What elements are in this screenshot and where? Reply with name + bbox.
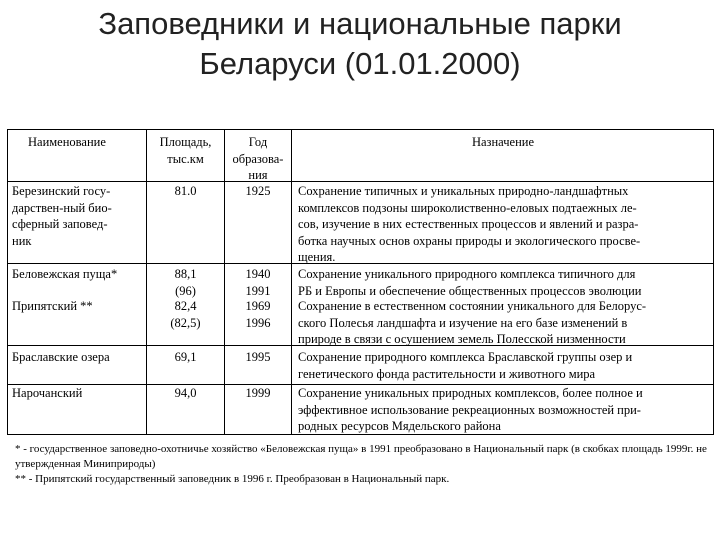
row-5-area: 94,0 [174, 386, 197, 400]
title-line-1: Заповедники и национальные парки [98, 6, 622, 41]
header-year: Год образова- ния [232, 135, 284, 183]
row-2-area: 88,1 (96) [174, 267, 197, 298]
row-3-purpose: Сохранение в естественном состоянии уникального для Белорус- ского Полесья ландшафта и изучение на его базе изменений в природе в связи с осушением земель Полесской низменности [298, 299, 647, 347]
slide-title [0, 4, 720, 84]
row-1-purpose: Сохранение типичных и уникальных природно-ландшафтных комплексов подзоны широколиственно-еловых подтаежных ле- сов, изучение в них естественных процессов и явлений и разра- ботка научных основ охраны природы и экологического просве- щения. [298, 184, 641, 265]
header-row-divider [8, 181, 713, 182]
title-line-2: Беларуси (01.01.2000) [199, 46, 521, 81]
header-area: Площадь, тыс.км [159, 135, 212, 166]
row-1-year: 1925 [245, 184, 271, 198]
footnote-2: ** - Припятский государственный заповедник в 1996 г. Преобразован в Национальный парк. [15, 473, 450, 485]
row-5-name: Нарочанский [12, 386, 83, 400]
row-5-year: 1999 [245, 386, 271, 400]
column-divider [291, 130, 292, 434]
row-4-area: 69,1 [174, 350, 197, 364]
footnotes [15, 442, 712, 487]
header-purpose: Назначение [471, 135, 534, 149]
row-5-purpose: Сохранение уникальных природных комплексов, более полное и эффективное использование рекреационных возможностей при- родных ресурсов Мядельского района [298, 386, 643, 434]
row-4-purpose: Сохранение природного комплекса Браславской группы озер и генетического фонда растительности и животного мира [298, 350, 633, 381]
row-3-area: 82,4 (82,5) [170, 299, 201, 330]
row-4-name: Браславские озера [12, 350, 110, 364]
reserves-table [7, 129, 714, 435]
footnote-1: * - государственное заповедно-охотничье хозяйство «Беловежская пуща» в 1991 преобразовано в Национальный парк (в скобках площадь 1999г. не утвержденная Миниприроды) [15, 443, 707, 470]
row-2-name: Беловежская пуща* [12, 267, 118, 281]
row-1-name: Березинский госу- дарствен-ный био- сферный заповед- ник [12, 184, 112, 248]
header-name: Наименование [28, 135, 106, 149]
row-4-year: 1995 [245, 350, 271, 364]
row-3-year: 1969 1996 [245, 299, 271, 330]
row-2-year: 1940 1991 [245, 267, 271, 298]
row-2-purpose: Сохранение уникального природного комплекса типичного для РБ и Европы и обеспечение общественных процессов эволюции [298, 267, 642, 298]
row-1-area: 81.0 [174, 184, 197, 198]
row-3-name: Припятский ** [12, 299, 93, 313]
